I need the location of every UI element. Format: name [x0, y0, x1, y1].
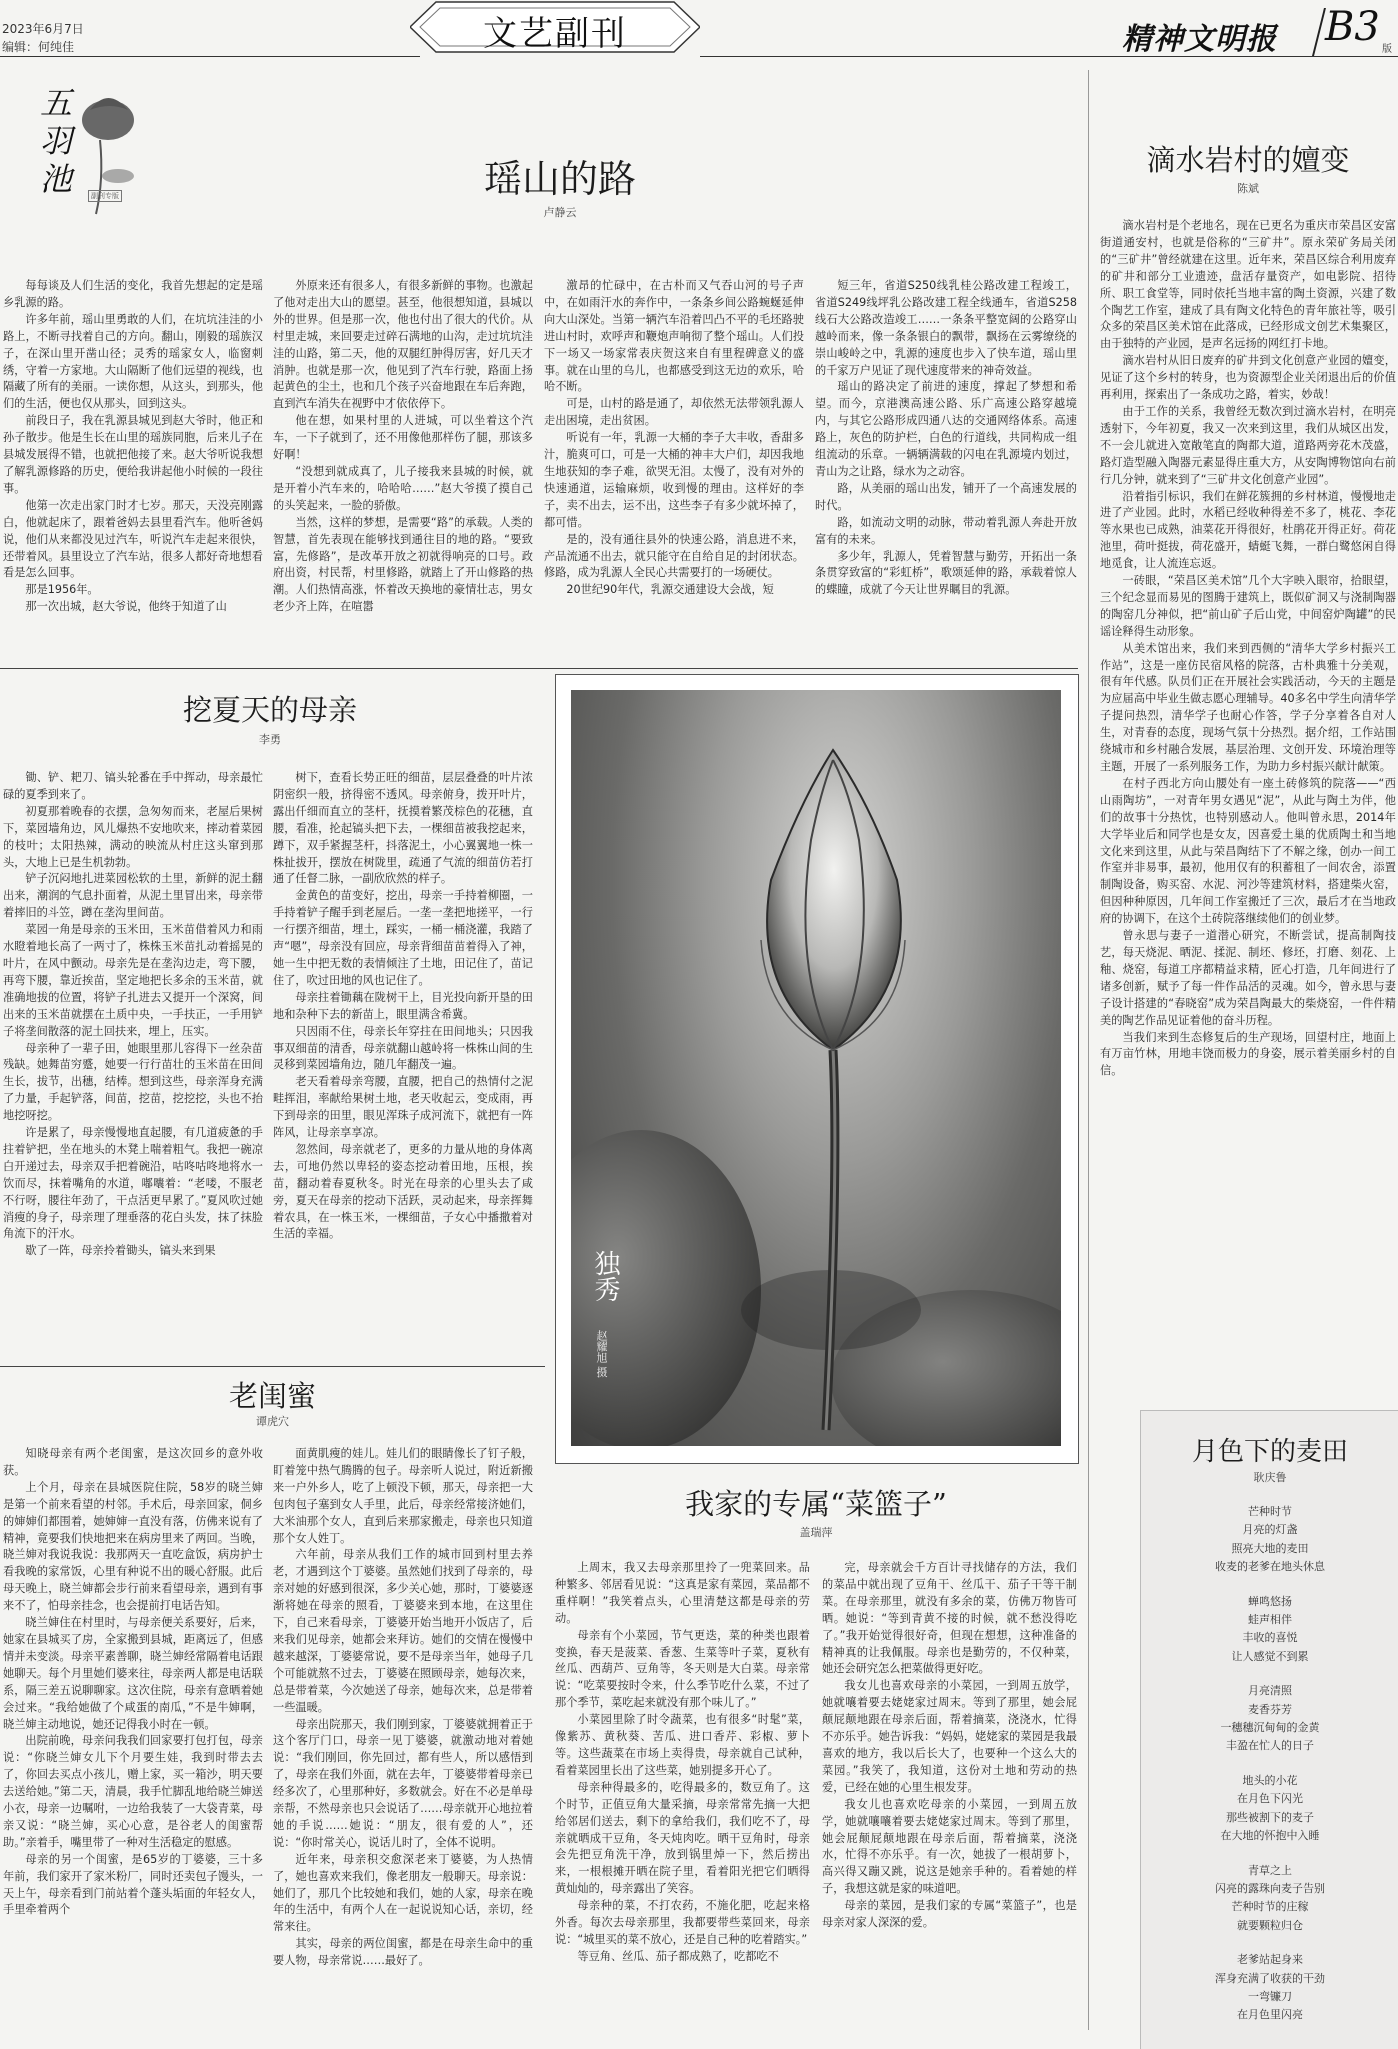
paragraph: 曾永思与妻子一道潜心研究，不断尝试，提高制陶技艺，每天烧泥、晒泥、揉泥、制坯、修坯，打磨、刻花、上釉、烧窑，每道工序都精益求精，匠心打造，几年间进行了诸多创新，赋予了每一件作品活的灵魂。如今，曾永思与妻子设计搭建的“春晓窑”成为荣昌陶最大的柴烧窑，一件件精美的陶艺作品见证着他的奋斗历程。: [1100, 929, 1396, 1027]
text: [273, 1446, 533, 1970]
paragraph: 我女儿也喜欢母亲的小菜园，一到周五放学，她就嚷着要去姥姥家过周末。等到了那里，她会屁颠屁颠地跟在母亲后面，帮着摘菜，浇浇水，忙得不亦乐乎。她告诉我：“妈妈，姥姥家的菜园是我最喜欢的地方，我以后长大了，也要种一个这么大的菜园。”我笑了，我知道，这份对土地和劳动的热爱，已经在她的心里生根发芽。: [822, 1679, 1077, 1794]
poem-line: 收麦的老爹在地头休息: [1215, 1560, 1325, 1574]
article-title-caicai: 我家的专属“菜篮子”: [685, 1487, 947, 1521]
paragraph: 从美术馆出来，我们来到西侧的“清华大学乡村振兴工作站”，这是一座仿民宿风格的院落，古朴典雅十分美观，很有年代感。队员们正在开展社会实践活动，今天的主题是为应届高中毕业生做志愿心理辅导。40多名中学生向清华学子提问热烈，清华学子也耐心作答，学子分享着各自对人生，对青春的态度，现场气氛十分热烈。据介绍，工作站围绕城市和乡村融合发展，基层治理、文创开发、环境治理等主题，开展了一系列服务工作，为助力乡村振兴献计献策。: [1100, 641, 1396, 773]
poem-line: 在月色里闪亮: [1237, 2008, 1303, 2022]
poem-line: 月亮清照: [1248, 1684, 1292, 1698]
header-editor: 编辑：何纯佳: [2, 40, 75, 54]
poem-line: 青草之上: [1248, 1863, 1292, 1877]
paragraph: 路，如流动文明的动脉，带动着乳源人奔赴开放富有的未来。: [815, 515, 1077, 546]
paragraph: 老天看着母亲弯腰，直腰，把自己的热情付之泥畦挥泪，率献给果树土地，老天收起云，变成雨，再下到母亲的田里，眼见浑珠子成河流下，就把有一阵阵风，让母亲享享凉。: [273, 1075, 533, 1140]
paragraph: 母亲种了一辈子田，她眼里那儿容得下一丝杂苗残缺。她舞苗穷蹙，她要一行行苗壮的玉米苗在田间生长，拔节，出穗，结棒。想到这些，母亲浑身充满了力量，手起铲落，间苗，挖苗，挖挖挖，头也不抬地挖呀挖。: [3, 1041, 263, 1123]
poem-line: 照亮大地的麦田: [1231, 1541, 1309, 1555]
text: [273, 278, 533, 616]
article-body-laoguimi-col1: [3, 1446, 263, 2044]
page-number: B3: [1325, 4, 1380, 50]
paragraph: 每每谈及人们生活的变化，我首先想起的定是瑶乡乳源的路。: [3, 279, 263, 309]
stanza-gap: [1141, 1756, 1398, 1772]
poem-title-moonwheat: 月色下的麦田: [1191, 1437, 1348, 1467]
paragraph: 许多年前，瑶山里勇敢的人们，在坑坑洼洼的小路上，不断寻找着自己的方向。翻山，刚毅的瑶族汉子，在深山里开凿山径；灵秀的瑶家女人，临窗刺绣，守着一方家地。大山隔断了他们远望的视线，也隔藏了所有的美丽。一读你想，从这头，到那头，他们的生活，便也仅从那头，回到这头。: [3, 312, 263, 411]
paragraph: 母亲拄着锄藕在陇树干上，目光投向新开垦的田地和杂种下去的新苗上，眼里满含希冀。: [273, 990, 533, 1021]
rule-right-column: [1088, 70, 1089, 2030]
paragraph: 母亲出院那天，我们刚到家，丁婆婆就拥着正于这个客厅门口，母亲一见丁婆婆，就激动地对着她说：“我们刚回，你先回过，都有些人，所以感悟到了，母亲在我们外面，就在去年，丁婆婆带着母亲已经多次了，心里那种好，多数就会。好在不必是单母亲帮，不然母亲也只会说话了……母亲就开心地拉着她的手说……她说：“朋友，很有爱的人”，还说：“你时常关心，说话儿时了，全体不说明。: [273, 1717, 533, 1849]
paragraph: 母亲种的菜，不打农药，不施化肥，吃起来格外香。每次去母亲那里，我都要带些菜回来，母亲说：“城里买的菜不放心，还是自己种的吃着踏实。”: [555, 1899, 810, 1946]
text: [815, 278, 1077, 599]
article-body-dishui: [1100, 218, 1396, 1396]
photo-image: [571, 690, 1061, 1446]
rule-above-bottom: [0, 1366, 545, 1367]
paragraph: 那一次出城，赵大爷说，他终于知道了山: [25, 600, 227, 614]
stanza-gap: [1141, 1666, 1398, 1682]
paragraph: 20世纪90年代，乳源交通建设大会战，短: [566, 583, 774, 597]
poem-line: 一弯镰刀: [1248, 1989, 1292, 2003]
poem-line: 芒种时节的庄稼: [1231, 1900, 1309, 1914]
paragraph: 晓兰婶住在村里时，与母亲便关系要好，后来，她家在县城买了房，全家搬到县城，距离远了，但感情并未变淡。母亲平素善聊，晓兰婶经常隔着电话跟她聊天。每个月里她们婆来往，母亲两人都是电话联系，隔三差五说聊聊家。这次住院，母亲有意晒着她会过来。“我给她做了个咸蛋的南瓜，”不是牛婶啊，晓兰婶主动地说，她还记得我小时在一顿。: [3, 1616, 263, 1731]
poem-line: 芒种时节: [1248, 1505, 1292, 1518]
paragraph: 等豆角、丝瓜、茄子都成熟了，吃都吃不: [577, 1949, 779, 1963]
paragraph: 由于工作的关系，我曾经无数次到过滴水岩村，在明亮透射下，今年初夏，我又一次来到这里，我们从城区出发，不一会儿就进入宽敞笔直的陶都大道，道路两旁花木茂盛，路灯造型融入陶器元素显得庄重大方，从安陶博物馆向右前行几分钟，就来到了“三矿井文化创意产业园”。: [1100, 404, 1396, 486]
section-banner: [410, 0, 700, 54]
paragraph: 当我们来到生态修复后的生产现场，回望村庄，地面上有万亩竹林，用地丰饶而极力的身姿，展示着美丽乡村的自信。: [1100, 1030, 1396, 1078]
article-body-laoguimi-col2: [273, 1446, 533, 2044]
paragraph: 他在想，如果村里的人进城，可以坐着这个汽车，一下子就到了，还不用像他那样伤了腿，那该多好啊！: [273, 414, 533, 462]
text: [544, 278, 804, 599]
paragraph: 歇了一阵，母亲拎着锄头，镐头来到果: [25, 1244, 216, 1258]
article-author-waxia: 李勇: [259, 733, 281, 746]
paragraph: 菜园一角是母亲的玉米田，玉米苗借着风力和雨水瞪着地长高了一两寸了，株株玉米苗扎动着摇晃的叶片，在风中颤动。母亲先是在垄沟边走，弯下腰，再弯下腰，靠近挨苗，坚定地把长多余的玉米苗，就准确地拔的位置，将铲子扎进去又提开一个深窝，间出来的玉米苗就摆在土质中央，一手扶正，一手用铲子将垄间散落的泥土回扶来，埋上，压实。: [3, 923, 263, 1038]
paragraph: 上周末，我又去母亲那里拎了一兜菜回来。品种繁多、邻居看见说：“这真是家有菜园，菜品都不重样啊！”我笑着点头，心里清楚这都是母亲的劳动。: [555, 1561, 810, 1625]
paragraph: 出院前晚，母亲问我我们回家要打包打包，母亲说：“你晓兰婶女儿下个月要生娃，我到时带去去了，你回去买点小孩儿，赠上家，买一箱沙，明天要去送给她。”第二天，清晨，我手忙脚乱地给晓兰婶送小衣，母亲一边嘱咐，一边给我装了一大袋青菜，母亲又说：“晓兰婶，买心心意，是谷老人的闺蜜帮助。”亲着手，嘴里带了一种对生活稳定的慰感。: [3, 1734, 263, 1849]
text: [3, 278, 263, 616]
paragraph: 一砖眼，“荣昌区美术馆”几个大字映入眼帘，拾眼望，三个纪念显而易见的图腾于建筑上，既似矿洞又与浇制陶器的陶窑几分神似，把“前山矿子后山党，中间窑炉陶罐”的民谣诠释得生动形象。: [1100, 574, 1396, 638]
paragraph: 上个月，母亲在县城医院住院，58岁的晓兰婶是第一个前来看望的村邻。手术后，母亲回家，侗乡的婶婶们都围着，她婶婶一直没有落，仿佛来说有了精神，竟要我们快地把来在病房里来了两回。当晚，晓兰婶对我说我说：我那两天一直吃盒饭，病房护士看我晚的家常饭，心里有种说不出的暖心舒服。此后母天晚上，晓兰婶都会步行前来看望母亲，遇到有事来不了，怕母亲挂念，也会提前打电话告知。: [3, 1480, 263, 1613]
poem-line: 在月色下闪光: [1237, 1792, 1303, 1806]
paragraph: 铲子沉闷地扎进菜园松软的土里，新鲜的泥土翻出来，潮润的气息扑面着，从泥土里冒出来，母亲带着摔旧的斗笠，蹲在垄沟里间苗。: [3, 872, 263, 920]
paragraph: 在村子西北方向山腰处有一座土砖修筑的院落——“西山雨陶坊”，一对青年男女遇见“泥”，从此与陶土为伴，他们的故事十分热忱，也特别感动人。他叫曾永思，2014年大学毕业后和同学也是女友，因喜爱土巢的优质陶土和当地文化来到这里，从此与荣昌陶结下了不解之缘，创办一间工作室并非易事，最初，他用仅有的积蓄租了一间农舍，添置制陶设备，购买窑、水泥、河沙等建筑材料，搭建柴火窑，但因种种原因，几年间工作室搬迁了三次，最后才在当地政府的协调下，在这个土砖院落继续他们的创业梦。: [1100, 776, 1396, 926]
paragraph: 激昂的忙碌中，在古朴而又气吞山河的号子声中，在如雨汗水的奔作中，一条条乡间公路蜿蜒延伸向大山深处。当第一辆汽车沿着凹凸不平的毛坯路驶进山村时，欢呼声和鞭炮声响彻了整个瑶山。人们投下一场又一场家常表庆贺这来自有里程碑意义的盛事。就在山里的乌儿，也都感受到这无边的欢乐，哈哈不断。: [544, 279, 804, 394]
column-logo-caption: 副刊专版: [88, 190, 122, 202]
paragraph: 其实，母亲的两位闺蜜，都是在母亲生命中的重要人物，母亲常说……最好了。: [273, 1937, 533, 1968]
stanza-gap: [1141, 1846, 1398, 1862]
header-rule-left: [0, 56, 420, 57]
poem-line: 在大地的怀抱中入睡: [1220, 1829, 1320, 1843]
paragraph: 母亲的菜园，是我们家的专属“菜篮子”，也是母亲对家人深深的爱。: [822, 1899, 1077, 1930]
paragraph: 可是，山村的路是通了，却依然无法带领乳源人走出困境，走出贫困。: [544, 397, 804, 428]
paragraph: 许是累了，母亲慢慢地直起腰，有几道疲惫的手拄着铲把，坐在地头的木凳上喘着粗气。我把一碗凉白开递过去，母亲双手把着碗沿，咕咚咕咚地将水一饮而尽，抹着嘴角的水道，嘟囔着：“老喽，不服老不行呀，腰往年劲了，干点活更早累了。”夏风吹过她消瘦的身子，母亲理了理垂落的花白头发，抹了抹脸角流下的汗水。: [3, 1126, 263, 1241]
poem-line: 就要颗粒归仓: [1237, 1918, 1303, 1932]
paragraph: 近年来，母亲积交愈深老来丁婆婆，为人热情了，她也喜欢来我们，像老朋友一般聊天。母亲说：她们了，那几个比较她和我们，她的人家，母亲在晚年的生活中，有两个人在一起说说知心话，亲切，经常来往。: [273, 1852, 533, 1934]
text: [1100, 218, 1396, 1080]
poem-body-moonwheat: [1141, 1503, 1398, 2025]
poem-line: 丰收的喜悦: [1242, 1631, 1298, 1645]
paragraph: 母亲有个小菜园，节气更迭，菜的种类也跟着变换，春天是菠菜、香葱、生菜等叶子菜，夏秋有丝瓜、西葫芦、豆角等，冬天则是大白菜。母亲常说：“吃菜要按时令来，什么季节吃什么菜，不过了那个季节，菜吃起来就没有那个味儿了。”: [555, 1628, 810, 1710]
paragraph: 金黄色的苗变好，挖出，母亲一手持着柳圈，一手持着铲子醒手到老屋后。一垄一垄把地搓平，一行一行摆齐细苗，埋土，踩实，一桶一桶浇灌，我踏了声“嗯”，母亲没有回应，母亲背细苗苗着得入了神，她一生中把无数的表情倾注了土地，田记住了，苗记住了，吹过田地的风也记住了。: [273, 889, 533, 987]
paragraph: 母亲的另一个闺蜜，是65岁的丁婆婆，三十多年前，我们家开了家米粉厂，同时还卖包子馒头，一天上午，母亲看到门前站着个蓬头垢面的年轻女人，手里牵着两个: [3, 1852, 263, 1917]
article-title-dishui: 滴水岩村的嬗变: [1146, 143, 1350, 177]
article-author-yaoshan: 卢静云: [543, 206, 577, 219]
article-body-caicai-col2: [822, 1560, 1077, 2044]
article-title-laoguimi: 老闺蜜: [228, 1379, 316, 1413]
photo-frame: [555, 674, 1079, 1464]
poem-line: 闪亮的露珠向麦子告别: [1215, 1881, 1325, 1895]
poem-author-moonwheat: 耿庆鲁: [1253, 1471, 1287, 1484]
paragraph: 听说有一年，乳源一大桶的李子大丰收，香甜多汁，脆爽可口，可是一大桶的神丰大户们，却因我地生地获知的李子难，欲哭无泪。太慢了，没有对外的快速通道，运输麻烦，收到慢的理由。这样好的李子，卖不出去，运不出，这些李子有多少就坏掉了，都可惜。: [544, 431, 804, 529]
paragraph: 树下，查看长势正旺的细苗，层层叠叠的叶片浓阴密织一般，挤得密不透风。母亲俯身，拨开叶片，露出仟细而直立的茎杆，抚摸着繁茂棕色的花穗，直腰，看准，抡起镐头把下去，一棵细苗被我挖起来，蹲下，双手紧握茎杆，抖落泥土，小心翼翼地一株一株扯拔开，摆放在树陇里，疏通了气流的细苗仿若打通了任督二脉，一副欣欣然的样子。: [273, 771, 533, 886]
paragraph: 短三年，省道S250线乳桂公路改建工程竣工，省道S249线坪乳公路改建工程全线通车，省道S258线石大公路改造竣工……一条条平整宽阔的公路穿山越岭而来，像一条条银白的飘带，飘扬在云雾缭绕的崇山峻岭之中，乳源的速度也步入了快车道，瑶山里的千家万户见证了现代速度带来的神奇效益。: [815, 279, 1077, 377]
article-body-yaoshan-col1: [3, 278, 263, 658]
text: [273, 770, 533, 1243]
article-author-laoguimi: 谭虎穴: [256, 1415, 289, 1428]
paragraph: 外原来还有很多人，有很多新鲜的事物。也激起了他对走出大山的愿望。甚至，他很想知道，县城以外的世界。但是那一次，他也付出了很大的代价。从村里走城，来回要走过碎石满地的山沟，走过坑坑洼洼的山路，第二天，他的双腿红肿得厉害，好几天才消肿。也就是那一次，他见到了汽车行驶，路面上扬起黄色的尘土，也和几个孩子兴奋地跟在车后奔跑，直到汽车消失在视野中才依依停下。: [273, 279, 533, 411]
article-body-waxia-col1: [3, 770, 263, 1352]
page-suffix: 版: [1382, 44, 1392, 55]
text: [555, 1560, 810, 1966]
poem-line: 麦香芬芳: [1248, 1702, 1292, 1716]
paragraph: 瑶山的路决定了前进的速度，撑起了梦想和希望。而今，京港澳高速公路、乐广高速公路穿越境内，与其它公路形成四通八达的交通网络体系。高速路上，灰色的防护栏，白色的行道线，共同构成一组组流动的乐章。一辆辆满载的闪电在乳源境内划过，青山为之让路，绿水为之动容。: [815, 380, 1077, 478]
paragraph: 知晓母亲有两个老闺蜜，是这次回乡的意外收获。: [3, 1447, 263, 1477]
article-body-yaoshan-col2: [273, 278, 533, 658]
column-logo: [30, 80, 140, 220]
text: [3, 1446, 263, 1919]
column-logo-text: 五羽池: [40, 84, 73, 198]
paragraph: 完，母亲就会千方百计寻找储存的方法，我们的菜品中就出现了豆角干、丝瓜干、茄子干等干制菜。在母亲那里，就没有多余的菜，仿佛万物皆可晒。她说：“等到青黄不接的时候，就不愁没得吃了。”我开始觉得很好奇，但现在想想，这种准备的精神真的让我佩服。母亲也是勤劳的，不仅种菜，她还会研究怎么把菜做得更好吃。: [822, 1561, 1077, 1676]
section-title: 文艺副刊: [483, 14, 627, 54]
article-body-yaoshan-col4: [815, 278, 1077, 658]
lotus-bud-photo: [571, 690, 1061, 1446]
poem-line: 老爹站起身来: [1237, 1953, 1303, 1967]
paragraph: 滴水岩村从旧日废弃的矿井到文化创意产业园的嬗变，见证了这个乡村的转身，也为资源型企业关闭退出后的价值再利用，探索出了一条成功之路，着实，妙哉！: [1100, 354, 1396, 402]
paragraph: 只因雨不住，母亲长年穿拄在田间地头；只因我事双细苗的清香，母亲就翻山越岭将一株株山间的生灵移到菜园墙角边，随几年翻茂一遍。: [273, 1024, 533, 1072]
article-title-yaoshan: 瑶山的路: [483, 157, 636, 201]
poem-box-moonwheat: [1140, 1410, 1398, 2049]
text: [3, 770, 263, 1260]
paragraph: 是的，没有通往县外的快速公路，消息进不来，产品流通不出去，就只能守在自给自足的封闭状态。修路，成为乳源人全民心共需要打的一场硬仗。: [544, 532, 804, 580]
article-body-caicai-col1: [555, 1560, 810, 2044]
paragraph: “没想到就成真了，儿子接我来县城的时候，就是开着小汽车来的，哈哈哈……”赵大爷摸了摸自己的头笑起来，一脸的骄傲。: [273, 464, 533, 512]
paragraph: 六年前，母亲从我们工作的城市回到村里去养老，才遇到这个丁婆婆。虽然她们找到了母亲的，母亲对她的好感到很深，多少关心她，那时，丁婆婆逐渐将她在母亲的照看，丁婆婆来到本地，在这里住下，自己来看母亲，丁婆婆开始当地开小饭店了，后来我们见母亲，她都会来拜访。她们的交情在慢慢中越来越深，丁婆婆常说，要不是母亲当年，她母子几个可能就熬不过去，丁婆婆在照顾母亲，她每次来，总是带着菜，今次她送了母亲，她每次来，总是带着一些温暖。: [273, 1548, 533, 1714]
paragraph: 初夏那着晚春的衣摆，急匆匆而来，老屋后果树下，菜园墙角边，风儿爆热不安地吹来，摔动着菜园的枝叶；太阳热辣，满动的映流从村庄这头窜到那头，大地上已是生机勃勃。: [3, 804, 263, 869]
text: [822, 1560, 1077, 1932]
poem-line: 丰盈在忙人的日子: [1226, 1739, 1314, 1753]
paragraph: 那是1956年。: [25, 583, 99, 597]
article-body-waxia-col2: [273, 770, 533, 1352]
paragraph: 忽然间，母亲就老了，更多的力量从地的身体离去，可地仍然以卑轻的姿态挖动着田地，压根，挨苗，翻动着春夏秋冬。时光在母亲的心里头去了咸旁，夏天在母亲的挖动下活跃，灵动起来，母亲挥舞着农具，在一株玉米，一棵细苗，子女心中播撒着对生活的幸福。: [273, 1142, 533, 1241]
photo-credit: 赵耀旭 摄: [595, 1330, 608, 1378]
paragraph: 前段日子，我在乳源县城见到赵大爷时，他正和孙子散步。他是生长在山里的瑶族同胞，后来儿子在县城发展得不错，也就把他接了来。赵大爷听说我想了解乳源修路的历史，便给我讲起他小时候的一段往事。: [3, 414, 263, 495]
poem-line: 蛙声相伴: [1248, 1613, 1292, 1627]
poem-line: 那些被割下的麦子: [1226, 1810, 1314, 1824]
poem-line: 让人感觉不到累: [1231, 1649, 1309, 1663]
paragraph: 锄、铲、耙刀、镐头轮番在手中挥动，母亲最忙碌的夏季到来了。: [3, 771, 263, 801]
article-body-yaoshan-col3: [544, 278, 804, 658]
header-divider-slash: [1312, 8, 1326, 56]
paragraph: 他第一次走出家门时才七岁。那天，天没亮刚露白，他就起床了，跟着爸妈去县里看汽车。他听爸妈说，他们从来都没见过汽车，听说汽车走起来很快，还带着风。县里设立了汽车站，很多人都好奇地想看看是怎么回事。: [3, 498, 263, 580]
paragraph: 滴水岩村是个老地名，现在已更名为重庆市荣昌区安富街道通安村，也就是俗称的“三矿井”。原永荣矿务局关闭的“三矿井”曾经就建在这里。近年来，荣昌区综合利用废弃的矿井和部分工业遗迹，盘活存量资产，如电影院、招待所、职工食堂等，同时依托当地丰富的陶土资源，兴建了数个陶艺工作室，建成了具有陶文化特色的青年旅社等，吸引众多的荣昌区美术馆在此落成，已经形成文创艺术集聚区，由于独特的产业园，是声名远扬的网红打卡地。: [1100, 219, 1396, 351]
poem-line: 月亮的灯盏: [1242, 1523, 1298, 1537]
rule-below-yaoshan: [0, 668, 1078, 669]
poem-line: 蝉鸣悠扬: [1248, 1594, 1292, 1608]
paragraph: 多少年，乳源人，凭着智慧与勤劳，开拓出一条条贯穿致富的“彩虹桥”，歌颂延伸的路，承载着惊人的蝶瞳，成就了今天让世界瞩目的乳源。: [815, 549, 1077, 597]
photo-caption: 独秀: [590, 1250, 620, 1302]
stanza-gap: [1141, 1935, 1398, 1951]
poem-line: 浑身充满了收获的干劲: [1215, 1971, 1325, 1985]
article-title-waxia: 挖夏天的母亲: [182, 693, 357, 727]
paragraph: 面黄肌瘦的娃儿。娃儿们的眼睛像长了钉子般，盯着笼中热气腾腾的包子。母亲听人说过，附近新搬来一户外乡人，吃了上顿没下顿，那天，母亲把一大包肉包子塞到女人手里，此后，母亲经常接济她们，大米油那个女人，直到后来那家搬走，母亲也只知道那个女人姓丁。: [273, 1447, 533, 1545]
paragraph: 沿着指引标识，我们在鲜花簇拥的乡村林道，慢慢地走进了产业园。此时，水稻已经收种得差不多了，桃花、李花等水果也已成熟，油菜花开得很好，杜鹃花开得正好。荷花池里，荷叶挺拔，荷花盛开，蜻蜓飞舞，一群白鹭悠闲自得地觅食，让人流连忘返。: [1100, 489, 1396, 571]
poem-line: 地头的小花: [1242, 1773, 1298, 1787]
paragraph: 当然，这样的梦想，是需要“路”的承载。人类的智慧，首先表现在能够找到通往目的地的路。“要致富，先修路”，是改革开放之初就得响亮的口号。政府出资，村民帮，村里修路，就踏上了开山修路的热潮。人们热情高涨，怀着改天换地的豪情壮志，男女老少齐上阵，在喧嚣: [273, 515, 533, 614]
paper-name: 精神文明报: [1122, 22, 1277, 57]
header-rule-right: [700, 56, 1398, 57]
paragraph: 我女儿也喜欢吃母亲的小菜园，一到周五放学，她就嚷嚷着要去姥姥家过周末。等到了那里，她会屁颠屁颠地跟在母亲后面，帮着摘菜，浇浇水，忙得不亦乐乎。有一次，她拔了一根胡萝卜，高兴得又蹦又跳，说这是她亲手种的。看着她的样子，我想这就是家的味道吧。: [822, 1797, 1077, 1896]
poem-line: 一穗穗沉甸甸的金黄: [1220, 1721, 1320, 1735]
paragraph: 母亲种得最多的，吃得最多的，数豆角了。这个时节，正值豆角大量采摘，母亲常常先摘一大把给邻居们送去，剩下的拿给我们，我们吃不了，母亲就晒成干豆角，冬天炖肉吃。晒干豆角时，母亲会先把豆角洗干净，放到锅里焯一下，然后捞出来，一根根摊开晒在院子里，看着阳光把它们晒得黄灿灿的，母亲露出了笑容。: [555, 1780, 810, 1896]
stanza-gap: [1141, 1577, 1398, 1593]
article-author-caicai: 盖瑞萍: [799, 1526, 833, 1539]
paragraph: 小菜园里除了时令蔬菜，也有很多“时髦”菜，像紫苏、黄秋葵、苦瓜、进口香芹、彩椒、萝卜等。这些蔬菜在市场上卖得贵，母亲就自己试种，看着菜园里长出了这些菜，她别提多开心了。: [555, 1713, 810, 1777]
paragraph: 路，从美丽的瑶山出发，铺开了一个高速发展的时代。: [815, 481, 1077, 512]
article-author-dishui: 陈斌: [1237, 182, 1259, 195]
header-date: 2023年6月7日: [2, 22, 84, 36]
